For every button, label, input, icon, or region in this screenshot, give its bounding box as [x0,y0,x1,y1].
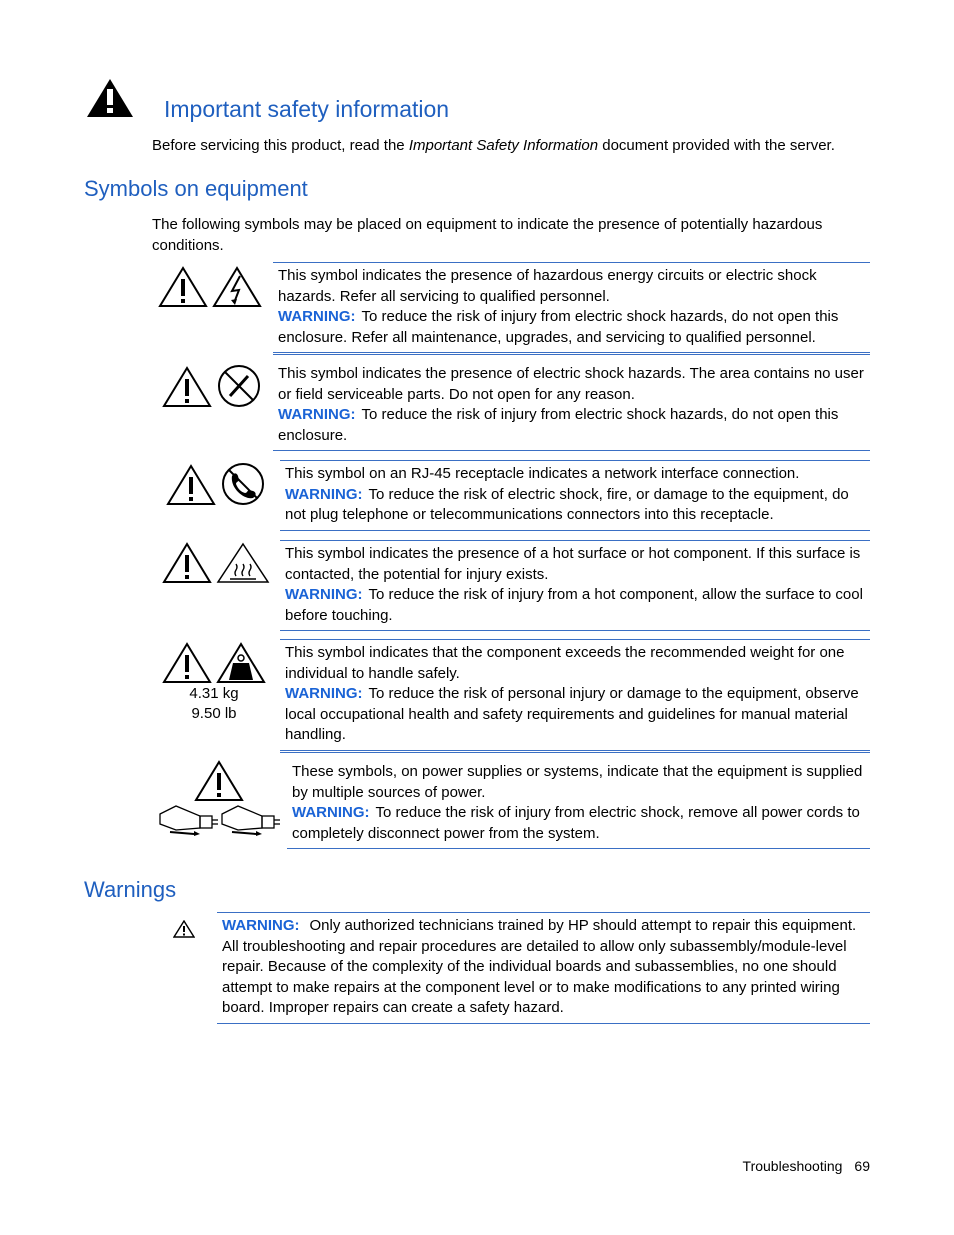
row3-warning-text: To reduce the risk of electric shock, fire, or damage to the equipment, do not plug telephone or telecommunications connectors into this receptacle. [285,485,849,523]
row2-text [273,361,870,451]
row3-warning-label: WARNING: [285,485,363,503]
row1-text [273,262,870,355]
row2-icons [162,364,262,413]
row4-icons [162,542,270,589]
no-telephone-icon [220,462,266,506]
no-tools-icon [216,364,262,408]
important-safety-title: Important safety information [164,96,450,122]
row6-warning-text: To reduce the risk of injury from electric shock, remove all power cords to completely disconnect power from the system. [292,804,860,842]
warnings-label: WARNING: [222,917,300,934]
electric-shock-triangle-icon [212,266,262,308]
warnings-text: Only authorized technicians trained by HP should attempt to repair this equipment. All troubleshooting and repair procedures are detailed to allow only subassembly/module-level repair. Because of the complexity of the individual boards and subassemblies, no one should attempt to make repairs at the component level or to make modifications to any printed wiring board. Improper repairs can create a safety hazard. [222,917,857,1016]
row3-icons [166,462,266,511]
symbols-intro: The following symbols may be placed on equipment to indicate the presence of potentially hazardous conditions. [152,216,823,254]
row6-desc: These symbols, on power supplies or systems, indicate that the equipment is supplied by multiple sources of power. [292,763,863,801]
row1-icons [158,266,262,313]
weight-values [178,684,250,724]
row3-desc: This symbol on an RJ-45 receptacle indicates a network interface connection. [285,465,800,482]
footer-section: Troubleshooting [742,1158,843,1174]
row5-desc: This symbol indicates that the component exceeds the recommended weight for one individual to handle safely. [285,644,845,682]
symbols-title: Symbols on equipment [84,176,308,201]
row5-icons [162,642,266,689]
row4-warning-text: To reduce the risk of injury from a hot component, allow the surface to cool before touching. [285,586,863,624]
row4-warning-label: WARNING: [285,586,363,603]
important-intro: Before servicing this product, read the Important Safety Information document provided with the server. [152,137,835,154]
warning-triangle-icon [162,642,212,684]
row5-warning-label: WARNING: [285,685,363,702]
row2-warning-label: WARNING: [278,406,356,423]
heavy-weight-icon [216,642,266,684]
hot-surface-icon [216,542,270,584]
row4-text [280,540,870,631]
footer-page-number: 69 [854,1158,870,1174]
warning-triangle-icon [166,464,216,506]
multiple-power-cords-icon [156,800,280,836]
weight-lb: 9.50 lb [191,705,237,722]
warning-triangle-icon [162,542,212,584]
warning-triangle-icon [194,760,244,802]
row1-warning-text: To reduce the risk of injury from electric shock hazards, do not open this enclosure. Refer all maintenance, upgrades, and servicing to qualified personnel. [278,308,839,346]
warnings-box [217,912,870,1024]
row6-icons [156,760,280,838]
row2-warning-text: To reduce the risk of injury from electric shock hazards, do not open this enclosure. [278,406,839,444]
row5-warning-text: To reduce the risk of personal injury or damage to the equipment, observe local occupational health and safety requirements and guidelines for manual material handling. [285,685,859,743]
small-warning-triangle-icon [173,920,195,938]
row6-warning-label: WARNING: [292,804,370,821]
row4-desc: This symbol indicates the presence of a hot surface or hot component. If this surface is contacted, the potential for injury exists. [285,545,861,583]
row1-desc: This symbol indicates the presence of hazardous energy circuits or electric shock hazards. Refer all servicing to qualified personnel. [278,267,817,305]
row6-text [287,759,870,849]
row5-text [280,639,870,753]
page-footer [731,1158,870,1174]
big-warning-triangle-icon [86,78,134,118]
row2-desc: This symbol indicates the presence of electric shock hazards. The area contains no user or field serviceable parts. Do not open for any reason. [278,365,864,403]
warnings-title: Warnings [84,877,177,902]
weight-kg: 4.31 kg [189,685,239,702]
row3-text [280,460,870,531]
row1-warning-label: WARNING: [278,308,356,325]
warning-triangle-icon [158,266,208,308]
warning-triangle-icon [162,366,212,408]
